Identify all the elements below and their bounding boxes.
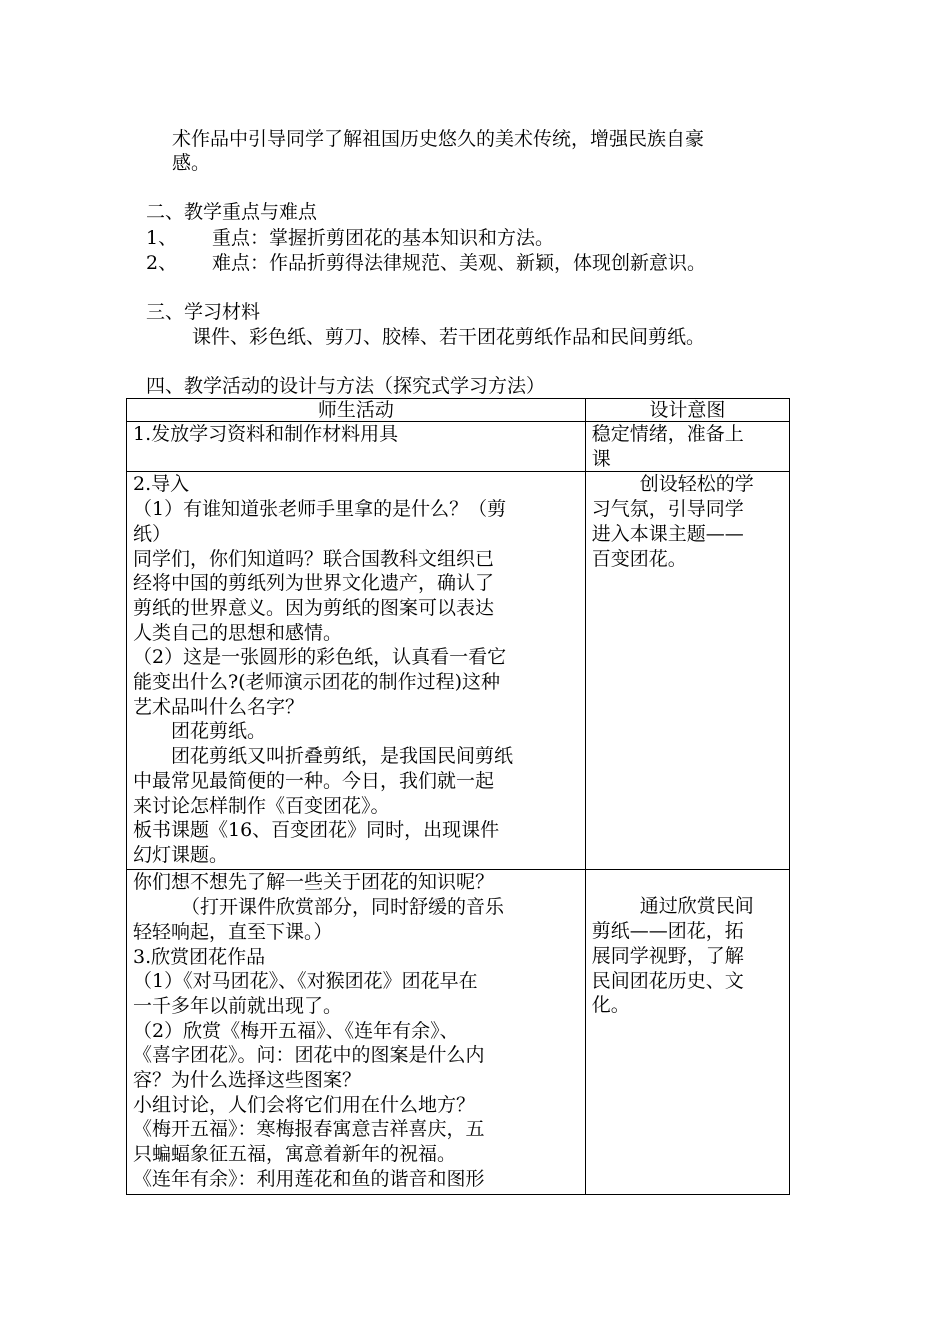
section-2-item-1-num: 1、 [146, 227, 178, 249]
intent-line: 剪纸——团花，拓 [591, 920, 744, 943]
table-row [127, 422, 790, 472]
activity-line: 《梅开五福》：寒梅报春寓意吉祥喜庆，五 [133, 1118, 485, 1141]
activity-line: 能变出什么?(老师演示团花的制作过程)这种 [133, 671, 501, 694]
intent-line: 稳定情绪，准备上 [591, 423, 744, 445]
table-row [127, 472, 790, 870]
activity-line: 剪纸的世界意义。因为剪纸的图案可以表达 [133, 596, 495, 619]
activity-line: 经将中国的剪纸列为世界文化遗产，确认了 [133, 572, 495, 595]
intent-line: 课 [591, 447, 611, 470]
activity-line: 你们想不想先了解一些关于团花的知识呢？ [133, 871, 495, 894]
activity-line: 3.欣赏团花作品 [133, 945, 266, 968]
section-3-text: 课件、彩色纸、剪刀、胶棒、若干团花剪纸作品和民间剪纸。 [192, 326, 706, 348]
intro-line-2: 感。 [172, 152, 211, 174]
activity-line: 同学们，你们知道吗？联合国教科文组织已 [133, 547, 495, 570]
activity-line: 只蝙蝠象征五福，寓意着新年的祝福。 [133, 1143, 457, 1166]
activity-line: 团花剪纸又叫折叠剪纸，是我国民间剪纸 [171, 745, 514, 768]
activity-line: 小组讨论，人们会将它们用在什么地方？ [133, 1093, 476, 1116]
section-4-heading: 四、教学活动的设计与方法（探究式学习方法） [146, 375, 546, 397]
row2-intent [585, 472, 789, 870]
activity-line: （打开课件欣赏部分，同时舒缓的音乐 [181, 896, 505, 919]
activity-line: 2.导入 [133, 473, 190, 496]
activity-line: 一千多年以前就出现了。 [133, 994, 343, 1017]
activity-line: 来讨论怎样制作《百变团花》。 [133, 794, 390, 817]
activity-line: 幻灯课题。 [133, 843, 229, 866]
activity-line: 板书课题《16、百变团花》同时，出现课件 [133, 819, 500, 842]
activity-line: （1）有谁知道张老师手里拿的是什么？（剪 [133, 498, 507, 521]
row1-activity [127, 422, 586, 472]
intent-line: 民间团花历史、文 [591, 969, 744, 992]
section-2-heading: 二、教学重点与难点 [146, 201, 318, 223]
activity-line: 团花剪纸。 [171, 720, 267, 743]
row2-activity [127, 472, 586, 870]
table-row [127, 870, 790, 1195]
row3-activity [127, 870, 586, 1195]
col-header-intent: 设计意图 [585, 399, 789, 422]
col-header-activities: 师生活动 [127, 399, 586, 422]
activity-line: 轻轻响起，直至下课。） [133, 920, 333, 943]
activity-line: 中最常见最简便的一种。今日，我们就一起 [133, 769, 495, 792]
activity-table [126, 398, 790, 1195]
intent-line: 百变团花。 [591, 547, 687, 570]
activity-line: 容？为什么选择这些图案？ [133, 1069, 362, 1092]
activity-line: 人类自己的思想和感情。 [133, 621, 343, 644]
intent-line: 化。 [591, 994, 630, 1017]
activity-line: 《连年有余》：利用莲花和鱼的谐音和图形 [133, 1167, 485, 1190]
activity-line: （1）《对马团花》、《对猴团花》团花早在 [133, 970, 478, 993]
table-header-row [127, 399, 790, 422]
intent-line: 展同学视野，了解 [591, 944, 744, 967]
intent-line: 进入本课主题—— [591, 522, 744, 545]
intent-line: 创设轻松的学 [639, 473, 754, 496]
intent-line: 习气氛，引导同学 [591, 498, 744, 521]
row1-intent [585, 422, 789, 472]
activity-line: 艺术品叫什么名字？ [133, 695, 305, 718]
section-2-item-1-text: 重点：掌握折剪团花的基本知识和方法。 [212, 227, 555, 249]
row3-intent [585, 870, 789, 1195]
section-3-heading: 三、学习材料 [146, 301, 261, 323]
activity-line: （2）欣赏《梅开五福》、《连年有余》、 [133, 1019, 459, 1042]
intent-line: 通过欣赏民间 [639, 895, 754, 918]
activity-line: 纸） [133, 522, 172, 545]
activity-line: （2）这是一张圆形的彩色纸，认真看一看它 [133, 646, 507, 669]
activity-line: 1.发放学习资料和制作材料用具 [133, 423, 399, 445]
activity-line: 《喜字团花》。问：团花中的图案是什么内 [133, 1044, 485, 1067]
section-2-item-2-num: 2、 [146, 252, 178, 274]
section-2-item-2-text: 难点：作品折剪得法律规范、美观、新颖，体现创新意识。 [212, 252, 707, 274]
intro-line-1: 术作品中引导同学了解祖国历史悠久的美术传统，增强民族自豪 [172, 128, 705, 150]
